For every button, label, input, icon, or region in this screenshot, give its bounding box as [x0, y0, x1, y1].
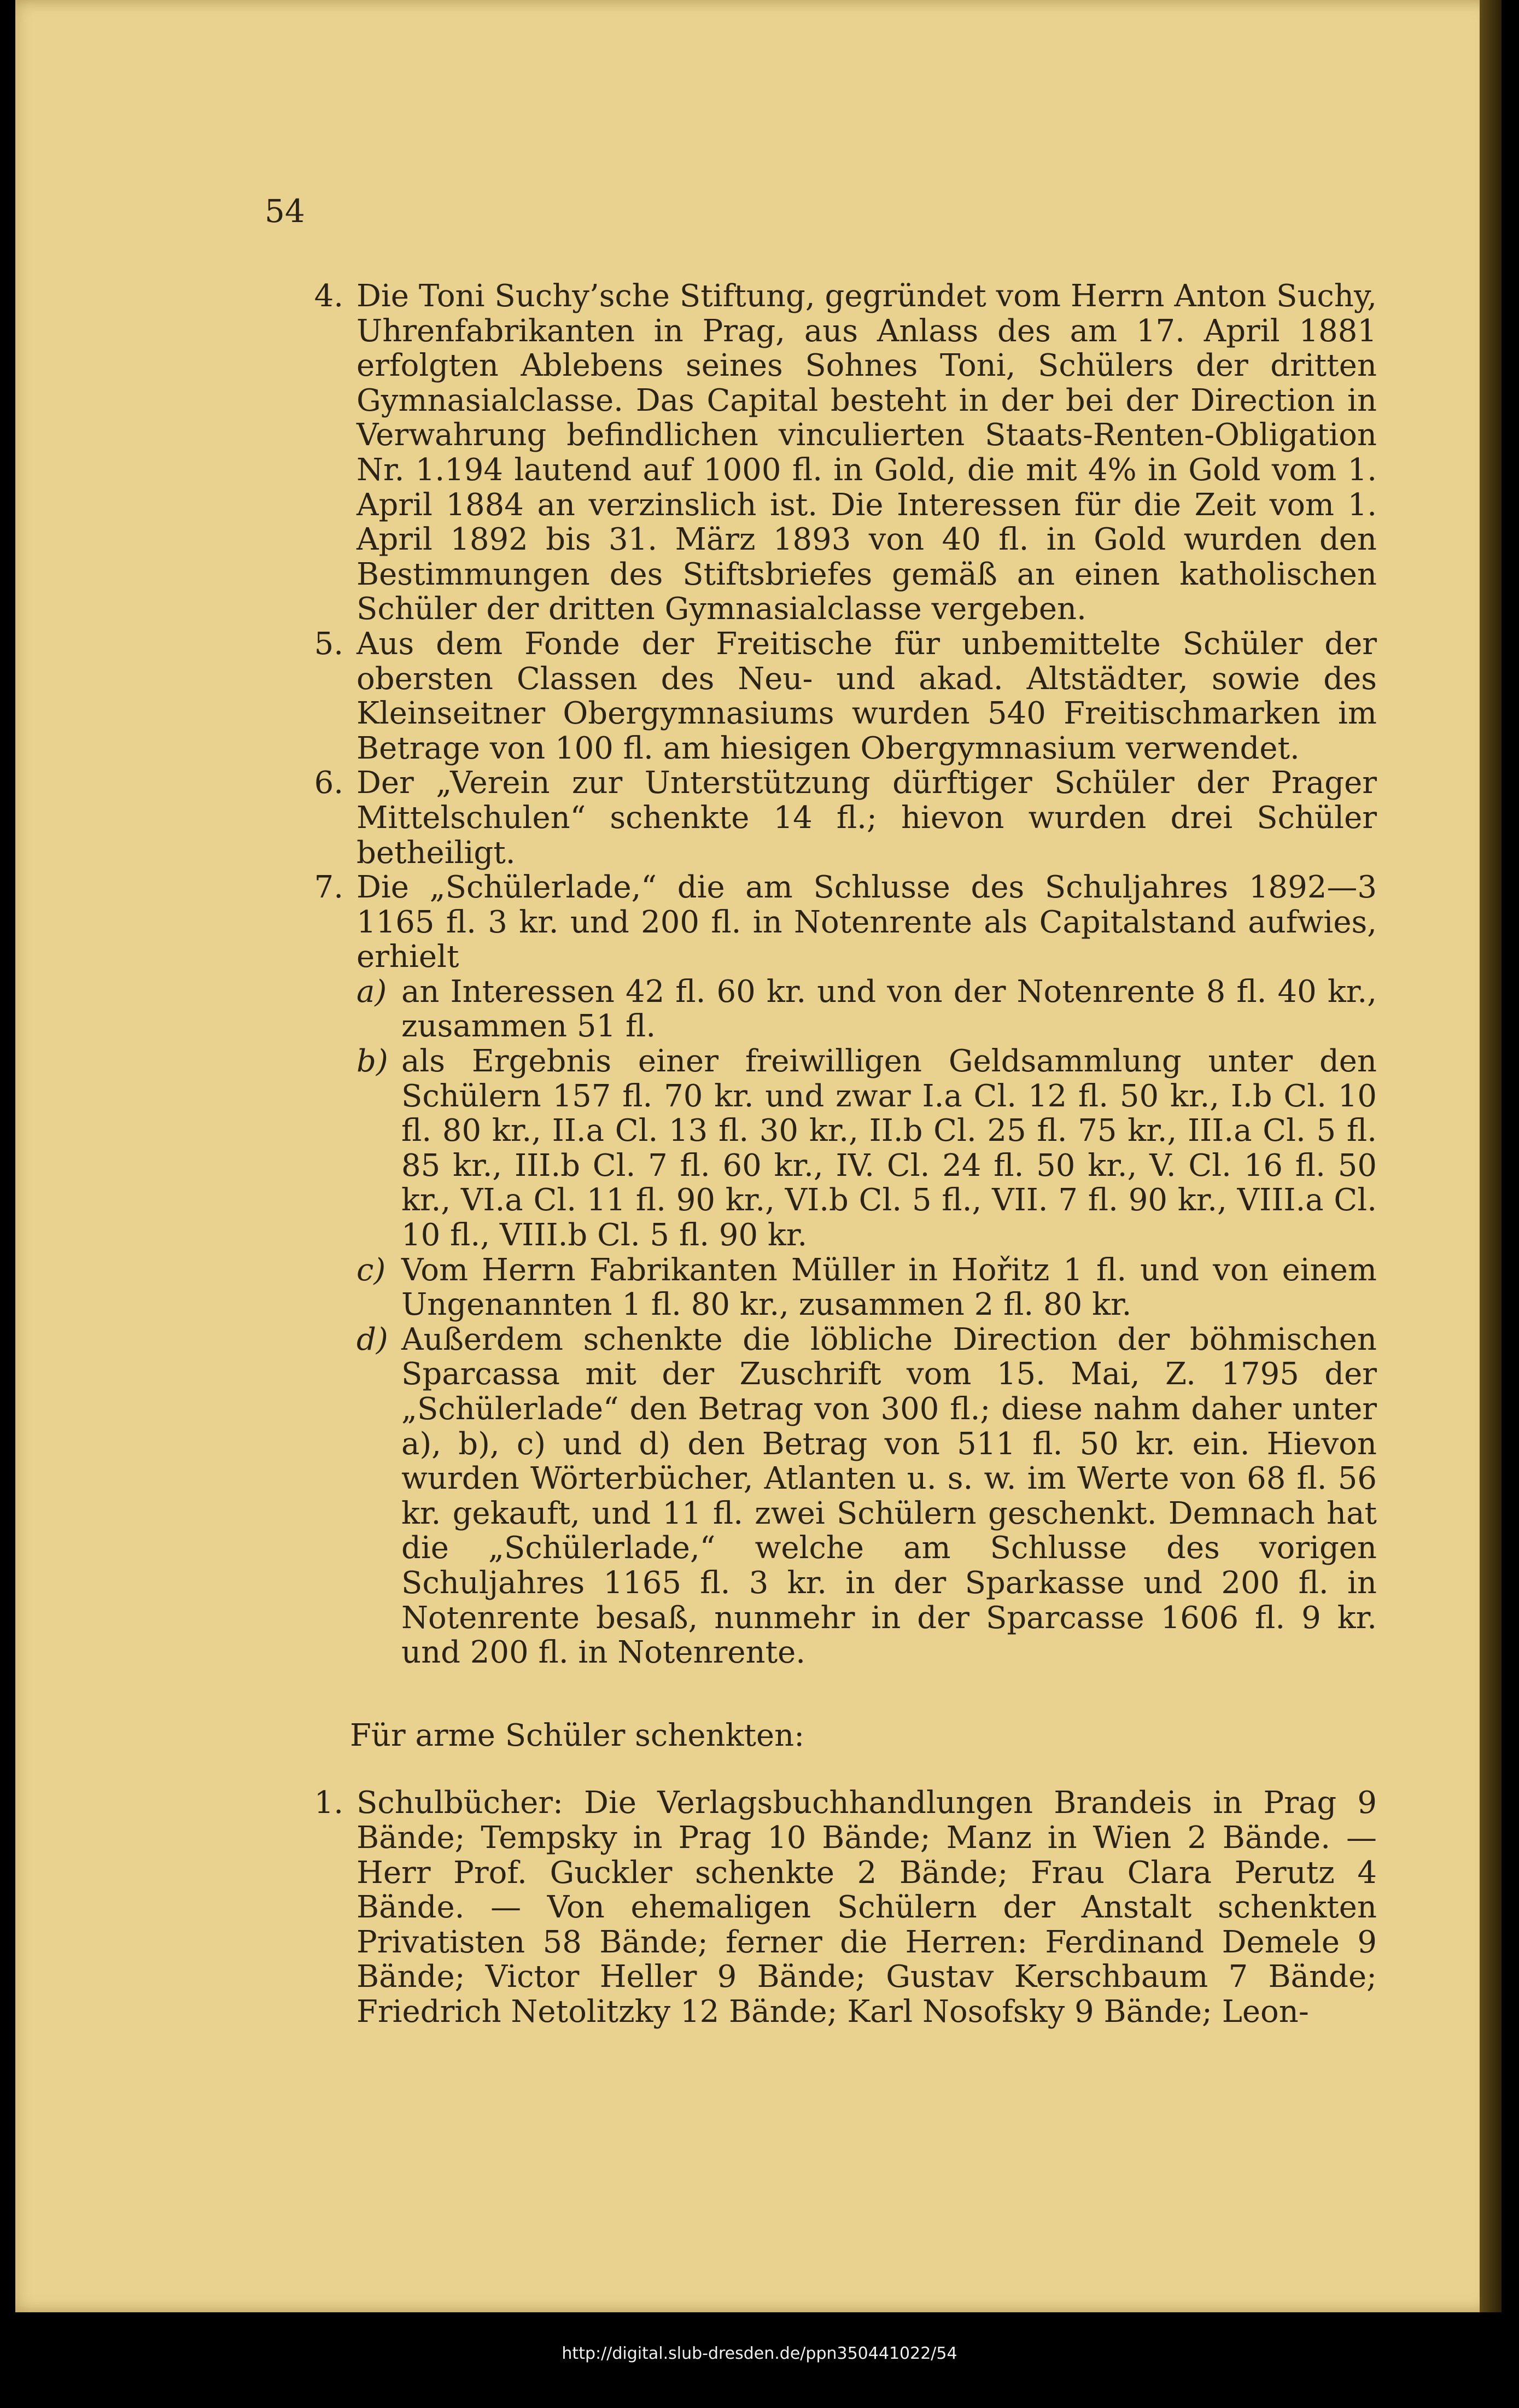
page-edge — [1480, 0, 1502, 2312]
subitem-label: c) — [357, 1252, 386, 1288]
subitem-c — [357, 1253, 1377, 1322]
subitem-text: als Ergebnis einer freiwilligen Geldsammlung unter den Schülern 157 fl. 70 kr. und zwar I.a Cl. 12 fl. 50 kr., I.b Cl. 10 fl. 80 kr., II.a Cl. 13 fl. 30 kr., II.b Cl. 25 fl. 75 kr., III.a Cl. 5 fl. 85 kr., III.b Cl. 7 fl. 60 kr., IV. Cl. 24 fl. 50 kr., V. Cl. 16 fl. 50 kr., VI.a Cl. 11 fl. 90 kr., VI.b Cl. 5 fl., VII. 7 fl. 90 kr., VIII.a Cl. 10 fl., VIII.b Cl. 5 fl. 90 kr. — [401, 1043, 1377, 1253]
subitem-d — [357, 1322, 1377, 1670]
subitem-label: b) — [357, 1043, 388, 1080]
item-number: 7. — [314, 870, 343, 906]
subitem-b — [357, 1044, 1377, 1253]
subitem-a — [357, 975, 1377, 1044]
page-content — [289, 279, 1377, 2030]
section-heading: Für arme Schüler schenkten: — [350, 1717, 805, 1753]
item-text: Die „Schülerlade,“ die am Schlusse des Schuljahres 1892—3 1165 fl. 3 kr. und 200 fl. in Notenrente als Capitalstand aufwies, erhielt — [357, 870, 1377, 975]
item-number: 5. — [314, 626, 343, 662]
subitem-text: Vom Herrn Fabrikanten Müller in Hořitz 1 fl. und von einem Ungenannten 1 fl. 80 kr., zusammen 2 fl. 80 kr. — [401, 1252, 1377, 1323]
list-item-1 — [289, 1786, 1377, 2029]
subitem-label: a) — [357, 973, 387, 1010]
item-text: Die Toni Suchy’sche Stiftung, gegründet vom Herrn Anton Suchy, Uhrenfabrikanten in Prag, aus Anlass des am 17. April 1881 erfolgten Ablebens seines Sohnes Toni, Schülers der dritten Gymnasialclasse. Das Capital besteht in der bei der Direction in Verwahrung befindlichen vinculierten Staats-Renten-Obligation Nr. 1.194 lautend auf 1000 fl. in Gold, die mit 4% in Gold vom 1. April 1884 an verzinslich ist. Die Interessen für die Zeit vom 1. April 1892 bis 31. März 1893 von 40 fl. in Gold wurden den Bestimmungen des Stiftsbriefes gemäß an einen katholischen Schüler der dritten Gymnasialclasse vergeben. — [357, 278, 1377, 627]
list-item-4 — [289, 279, 1377, 627]
subitem-text: an Interessen 42 fl. 60 kr. und von der Notenrente 8 fl. 40 kr., zusammen 51 fl. — [401, 973, 1377, 1045]
subitem-label: d) — [357, 1321, 388, 1357]
item-text: Schulbücher: Die Verlagsbuchhandlungen Brandeis in Prag 9 Bände; Tempsky in Prag 10 Bände; Manz in Wien 2 Bände. — Herr Prof. Guckler schenkte 2 Bände; Frau Clara Perutz 4 Bände. — Von ehemaligen Schülern der Anstalt schenkten Privatisten 58 Bände; ferner die Herren: Ferdinand Demele 9 Bände; Victor Heller 9 Bände; Gustav Kerschbaum 7 Bände; Friedrich Netolitzky 12 Bände; Karl Nosofsky 9 Bände; Leon- — [357, 1785, 1377, 2030]
item-text: Aus dem Fonde der Freitische für unbemittelte Schüler der obersten Classen des Neu- und akad. Altstädter, sowie des Kleinseitner Obergymnasiums wurden 540 Freitischmarken im Betrage von 100 fl. am hiesigen Obergymnasium verwendet. — [357, 626, 1377, 766]
list-item-6 — [289, 766, 1377, 870]
item-number: 6. — [314, 765, 343, 801]
item-text: Der „Verein zur Unterstützung dürftiger Schüler der Prager Mittelschulen“ schenkte 14 fl.; hievon wurden drei Schüler betheiligt. — [357, 765, 1377, 871]
source-url: http://digital.slub-dresden.de/ppn350441022/54 — [562, 2344, 957, 2363]
page-number: 54 — [265, 193, 305, 230]
subitem-text: Außerdem schenkte die löbliche Direction der böhmischen Sparcassa mit der Zuschrift vom 15. Mai, Z. 1795 der „Schülerlade“ den Betrag von 300 fl.; diese nahm daher unter a), b), c) und d) den Betrag von 511 fl. 50 kr. ein. Hievon wurden Wörterbücher, Atlanten u. s. w. im Werte von 68 fl. 56 kr. gekauft, und 11 fl. zwei Schülern geschenkt. Demnach hat die „Schülerlade,“ welche am Schlusse des vorigen Schuljahres 1165 fl. 3 kr. in der Sparkasse und 200 fl. in Notenrente besaß, nunmehr in der Sparcasse 1606 fl. 9 kr. und 200 fl. in Notenrente. — [401, 1321, 1377, 1671]
item-number: 4. — [314, 278, 343, 314]
item-number: 1. — [314, 1785, 343, 1821]
list-item-5 — [289, 627, 1377, 766]
list-item-7 — [289, 870, 1377, 1670]
document-page — [15, 0, 1502, 2312]
